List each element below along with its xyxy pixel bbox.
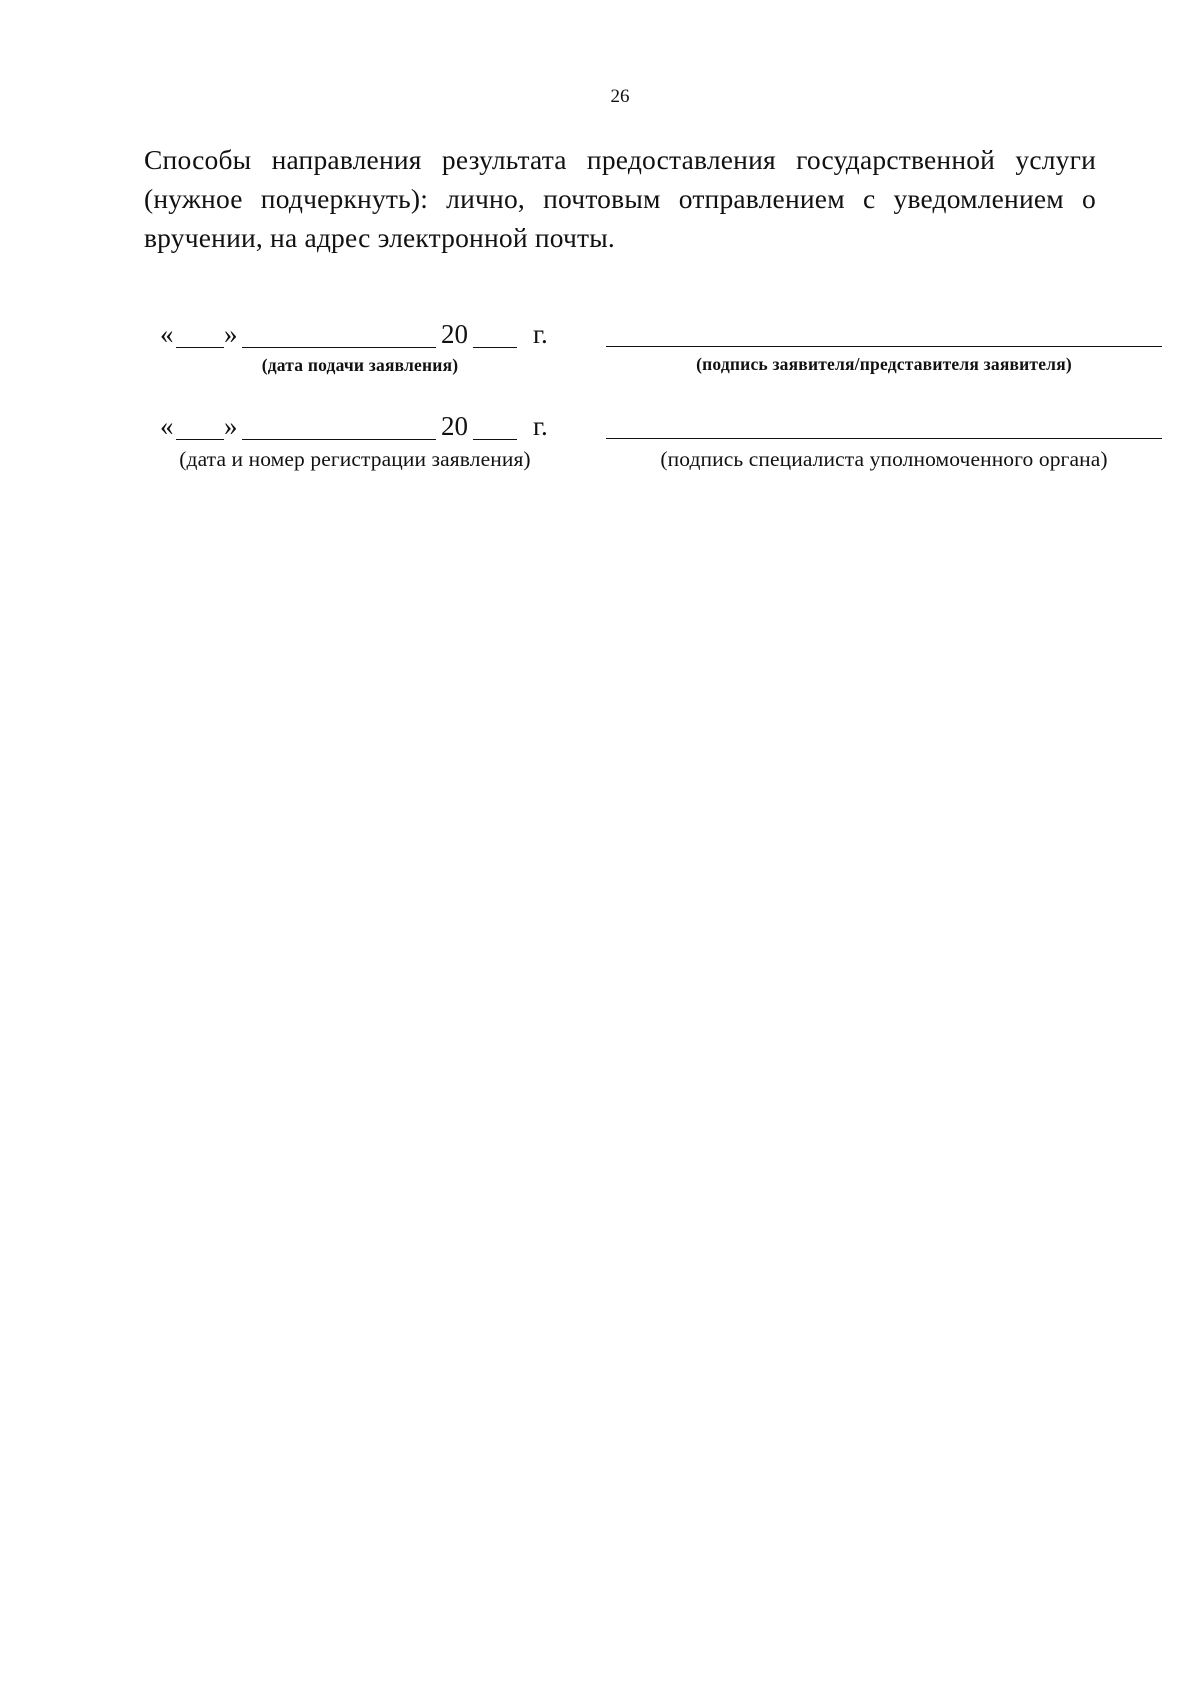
signature-block-applicant (0, 318, 1200, 388)
year-prefix: 20 (441, 319, 468, 349)
page-number: 26 (610, 86, 630, 107)
day-blank (176, 439, 224, 440)
day-blank (176, 347, 224, 348)
month-blank (242, 347, 436, 348)
signature-line (606, 346, 1162, 347)
signature-caption: (подпись специалиста уполномоченного органа) (660, 447, 1108, 471)
signature-caption: (подпись заявителя/представителя заявителя) (696, 354, 1072, 374)
close-quote: » (224, 411, 238, 441)
signature-line (606, 438, 1162, 439)
signature-block-specialist (0, 410, 1200, 480)
date-field (160, 318, 560, 354)
year-blank (473, 347, 517, 348)
year-blank (473, 439, 517, 440)
year-prefix: 20 (441, 411, 468, 441)
open-quote: « (160, 411, 174, 441)
delivery-methods-paragraph: Способы направления результата предоставления государственной услуги (нужное подчеркнуть): лично, почтовым отправлением с уведомлением о вручении, на адрес электронной почты. (144, 144, 1096, 253)
year-suffix: г. (533, 319, 548, 349)
open-quote: « (160, 319, 174, 349)
date-caption: (дата и номер регистрации заявления) (179, 447, 531, 471)
close-quote: » (224, 319, 238, 349)
month-blank (242, 439, 436, 440)
date-caption: (дата подачи заявления) (261, 355, 459, 375)
date-field (160, 410, 560, 446)
year-suffix: г. (533, 411, 548, 441)
